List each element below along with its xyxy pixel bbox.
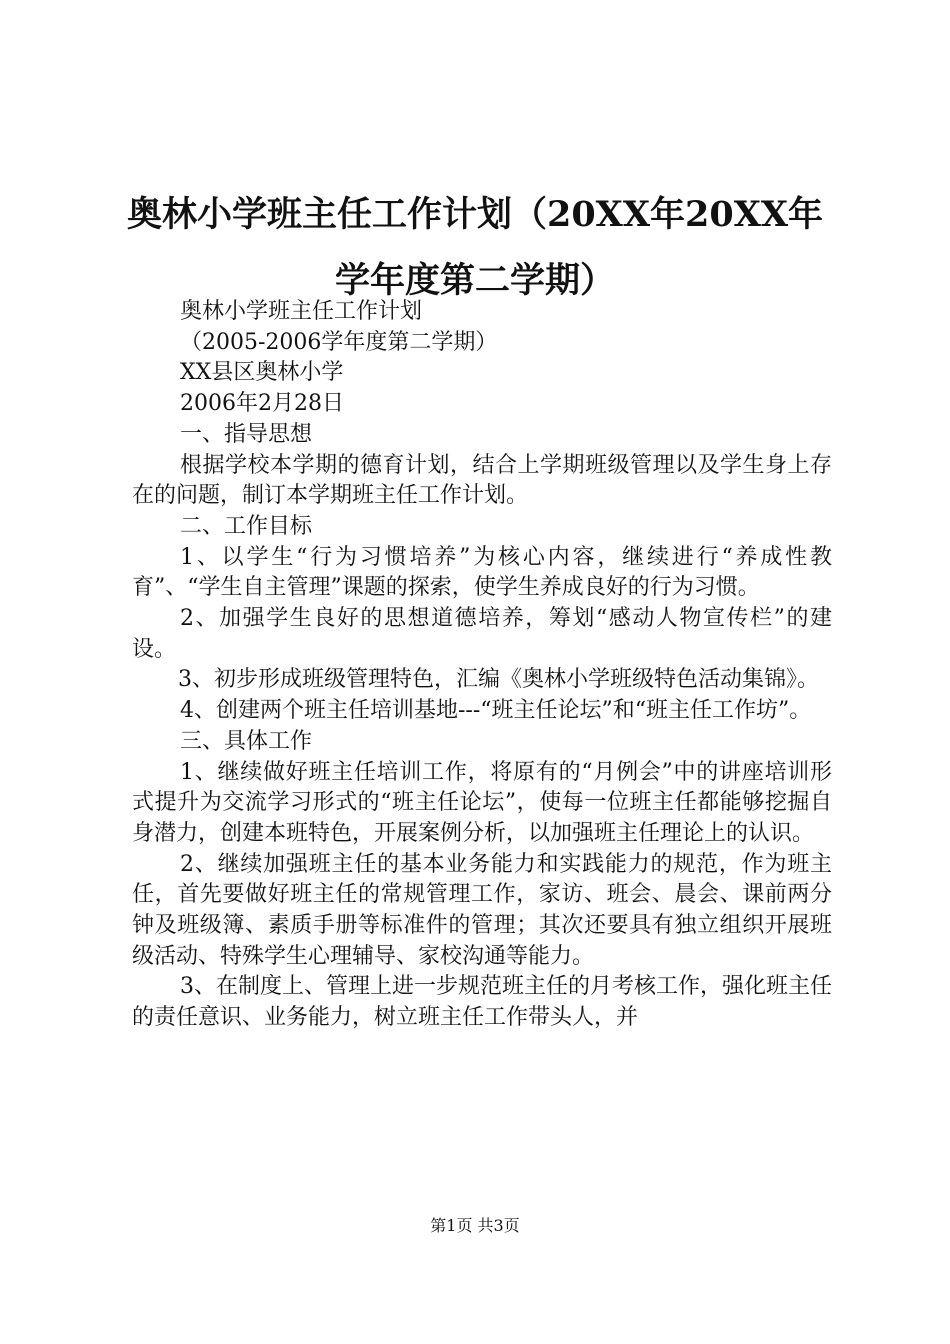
- paragraph: 3、在制度上、管理上进一步规范班主任的月考核工作，强化班主任的责任意识、业务能力，树立班主任工作带头人，并: [132, 974, 832, 1031]
- section-heading-guiding-thought: 一、指导思想: [180, 421, 313, 447]
- paragraph: 1、以学生“行为习惯培养”为核心内容，继续进行“养成性教育”、“学生自主管理”课题的探索，使学生养成良好的行为习惯。: [132, 544, 832, 601]
- paragraph: 根据学校本学期的德育计划，结合上学期班级管理以及学生身上存在的问题，制订本学期班主任工作计划。: [132, 452, 832, 509]
- document-title: 奥林小学班主任工作计划（20XX年20XX年学年度第二学期）: [126, 194, 824, 301]
- section-heading-work-goals: 二、工作目标: [180, 513, 313, 539]
- header-line-term: （2005-2006学年度第二学期）: [180, 329, 498, 355]
- header-line-school: XX县区奥林小学: [180, 360, 344, 386]
- header-line-date: 2006年2月28日: [180, 391, 344, 417]
- paragraph: 2、加强学生良好的思想道德培养，筹划“感动人物宣传栏”的建设。: [132, 606, 832, 662]
- document-body: [132, 297, 832, 1034]
- paragraph: 3、初步形成班级管理特色，汇编《奥林小学班级特色活动集锦》。: [178, 667, 819, 693]
- header-line-plan-name: 奥林小学班主任工作计划: [180, 299, 423, 324]
- paragraph: 2、继续加强班主任的基本业务能力和实践能力的规范，作为班主任，首先要做好班主任的常规管理工作，家访、班会、晨会、课前两分钟及班级簿、素质手册等标准件的管理；其次还要具有独立组织开展班级活动、特殊学生心理辅导、家校沟通等能力。: [132, 851, 832, 969]
- paragraph: 4、创建两个班主任培训基地---“班主任论坛”和“班主任工作坊”。: [180, 698, 812, 724]
- section-heading-specific-work: 三、具体工作: [180, 728, 313, 754]
- page-footer: 第1页 共3页: [430, 1216, 520, 1235]
- paragraph: 1、继续做好班主任培训工作，将原有的“月例会”中的讲座培训形式提升为交流学习形式的“班主任论坛”，使每一位班主任都能够挖掘自身潜力，创建本班特色，开展案例分析，以加强班主任理论上的认识。: [132, 759, 832, 846]
